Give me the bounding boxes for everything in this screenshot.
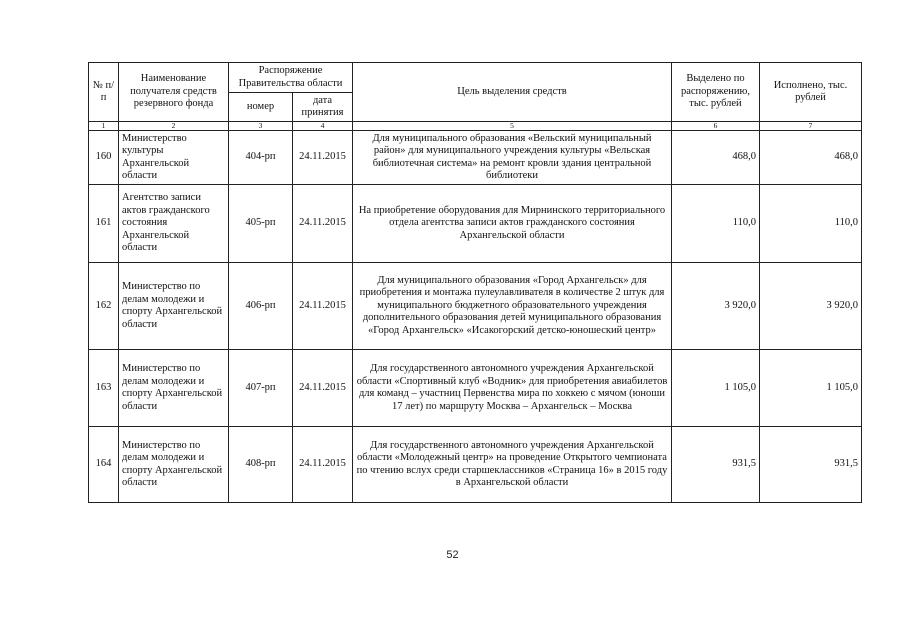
header-recipient: Наименование получателя средств резервного фонда (119, 63, 229, 122)
table-row (89, 263, 862, 350)
row-recipient: Министерство по делам молодежи и спорту Архангельской области (119, 350, 229, 427)
column-index: 4 (293, 122, 353, 131)
header-allocated: Выделено по распоряжению, тыс. рублей (672, 63, 760, 122)
row-order-number: 408-рп (229, 427, 293, 503)
table-body (89, 131, 862, 503)
row-order-number: 407-рп (229, 350, 293, 427)
row-allocated: 3 920,0 (672, 263, 760, 350)
column-index-row (89, 122, 862, 131)
column-index: 2 (119, 122, 229, 131)
reserve-fund-table (88, 62, 862, 503)
row-num: 162 (89, 263, 119, 350)
row-order-number: 404-рп (229, 131, 293, 185)
table-row (89, 185, 862, 263)
row-order-number: 406-рп (229, 263, 293, 350)
page-number: 52 (446, 549, 459, 561)
table-row (89, 350, 862, 427)
header-order-number: номер (229, 93, 293, 122)
table-row (89, 427, 862, 503)
column-index: 6 (672, 122, 760, 131)
row-purpose: На приобретение оборудования для Мирнинского территориального отдела агентства записи актов гражданского состояния Архангельской области (353, 185, 672, 263)
row-executed: 110,0 (760, 185, 862, 263)
row-allocated: 468,0 (672, 131, 760, 185)
header-order-date: дата принятия (293, 93, 353, 122)
header-order: Распоряжение Правительства области (229, 63, 353, 93)
row-purpose: Для муниципального образования «Город Архангельск» для приобретения и монтажа пулеулавливателя в количестве 2 штук для муниципального бюджетного образовательного учреждения дополнительного образования детей муниципального образования «Город Архангельск» «Исакогорский детско-юношеский центр» (353, 263, 672, 350)
row-recipient: Министерство культуры Архангельской области (119, 131, 229, 185)
row-order-date: 24.11.2015 (293, 131, 353, 185)
table-row (89, 131, 862, 185)
row-executed: 931,5 (760, 427, 862, 503)
row-allocated: 1 105,0 (672, 350, 760, 427)
column-index: 7 (760, 122, 862, 131)
row-order-date: 24.11.2015 (293, 427, 353, 503)
table-header (89, 63, 862, 131)
row-recipient: Министерство по делам молодежи и спорту Архангельской области (119, 427, 229, 503)
row-num: 160 (89, 131, 119, 185)
row-allocated: 931,5 (672, 427, 760, 503)
row-recipient: Министерство по делам молодежи и спорту Архангельской области (119, 263, 229, 350)
row-executed: 1 105,0 (760, 350, 862, 427)
row-allocated: 110,0 (672, 185, 760, 263)
row-order-date: 24.11.2015 (293, 350, 353, 427)
column-index: 1 (89, 122, 119, 131)
header-purpose: Цель выделения средств (353, 63, 672, 122)
row-order-date: 24.11.2015 (293, 185, 353, 263)
row-num: 161 (89, 185, 119, 263)
column-index: 3 (229, 122, 293, 131)
row-executed: 3 920,0 (760, 263, 862, 350)
row-num: 163 (89, 350, 119, 427)
row-order-date: 24.11.2015 (293, 263, 353, 350)
column-index: 5 (353, 122, 672, 131)
row-purpose: Для государственного автономного учреждения Архангельской области «Молодежный центр» на проведение Открытого чемпионата по чтению вслух среди старшеклассников «Страница 16» в 2015 году в Архангельской области (353, 427, 672, 503)
row-purpose: Для государственного автономного учреждения Архангельской области «Спортивный клуб «Водник» для приобретения авиабилетов для команд – участниц Первенства мира по хоккею с мячом (юноши 17 лет) по маршруту Москва – Архангельск – Москва (353, 350, 672, 427)
row-executed: 468,0 (760, 131, 862, 185)
row-order-number: 405-рп (229, 185, 293, 263)
row-num: 164 (89, 427, 119, 503)
row-recipient: Агентство записи актов гражданского состояния Архангельской области (119, 185, 229, 263)
header-executed: Исполнено, тыс. рублей (760, 63, 862, 122)
row-purpose: Для муниципального образования «Вельский муниципальный район» для муниципального учреждения культуры «Вельская библиотечная система» на ремонт кровли здания центральной библиотеки (353, 131, 672, 185)
header-num: № п/п (89, 63, 119, 122)
